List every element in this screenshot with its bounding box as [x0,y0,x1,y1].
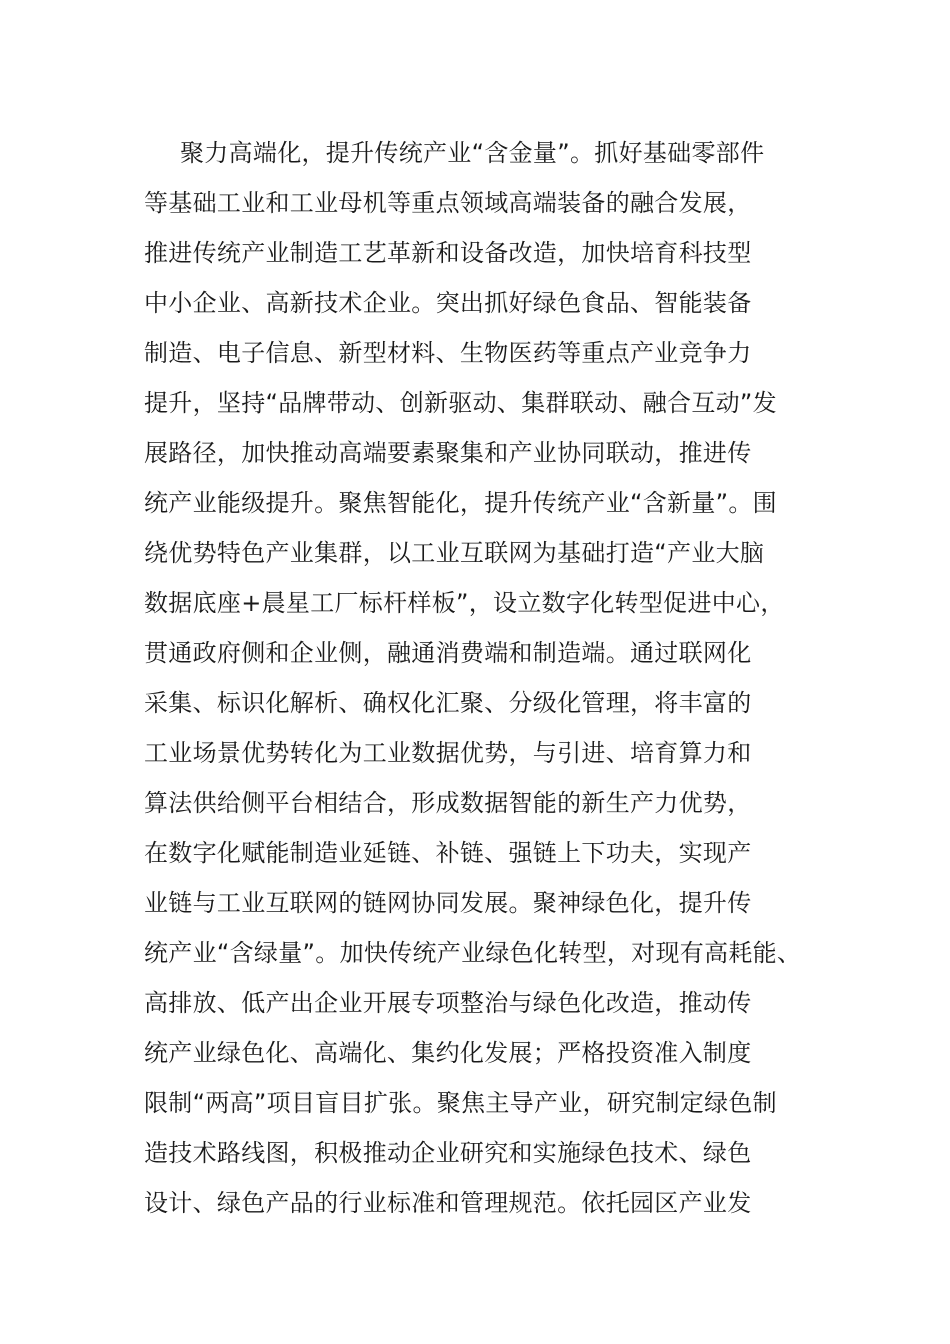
text-line: 聚力高端化，提升传统产业“含金量”。抓好基础零部件 [180,139,765,167]
text-line: 算法供给侧平台相结合，形成数据智能的新生产力优势， [144,789,752,817]
text-line: 业链与工业互联网的链网协同发展。聚神绿色化，提升传 [144,889,752,917]
text-line: 采集、标识化解析、确权化汇聚、分级化管理，将丰富的 [144,689,752,717]
text-line: 数据底座+晨星工厂标杆样板”，设立数字化转型促进中心， [144,589,785,617]
text-line: 推进传统产业制造工艺革新和设备改造，加快培育科技型 [144,239,752,267]
text-line: 绕优势特色产业集群，以工业互联网为基础打造“产业大脑 [144,539,765,567]
text-line: 统产业能级提升。聚焦智能化，提升传统产业“含新量”。围 [144,489,777,517]
body-paragraph [144,128,844,1228]
text-line: 工业场景优势转化为工业数据优势，与引进、培育算力和 [144,739,752,767]
text-line: 设计、绿色产品的行业标准和管理规范。依托园区产业发 [144,1189,752,1217]
text-line: 展路径，加快推动高端要素聚集和产业协同联动，推进传 [144,439,752,467]
text-line: 等基础工业和工业母机等重点领域高端装备的融合发展， [144,189,752,217]
text-line: 统产业“含绿量”。加快传统产业绿色化转型，对现有高耗能、 [144,939,802,967]
text-line: 制造、电子信息、新型材料、生物医药等重点产业竞争力 [144,339,752,367]
text-line: 统产业绿色化、高端化、集约化发展；严格投资准入制度 [144,1039,752,1067]
text-line: 高排放、低产出企业开展专项整治与绿色化改造，推动传 [144,989,752,1017]
text-line: 贯通政府侧和企业侧，融通消费端和制造端。通过联网化 [144,639,752,667]
text-line: 在数字化赋能制造业延链、补链、强链上下功夫，实现产 [144,839,752,867]
text-line: 中小企业、高新技术企业。突出抓好绿色食品、智能装备 [144,289,752,317]
text-line: 限制“两高”项目盲目扩张。聚焦主导产业，研究制定绿色制 [144,1089,777,1117]
text-line: 造技术路线图，积极推动企业研究和实施绿色技术、绿色 [144,1139,752,1167]
text-line: 提升，坚持“品牌带动、创新驱动、集群联动、融合互动”发 [144,389,777,417]
